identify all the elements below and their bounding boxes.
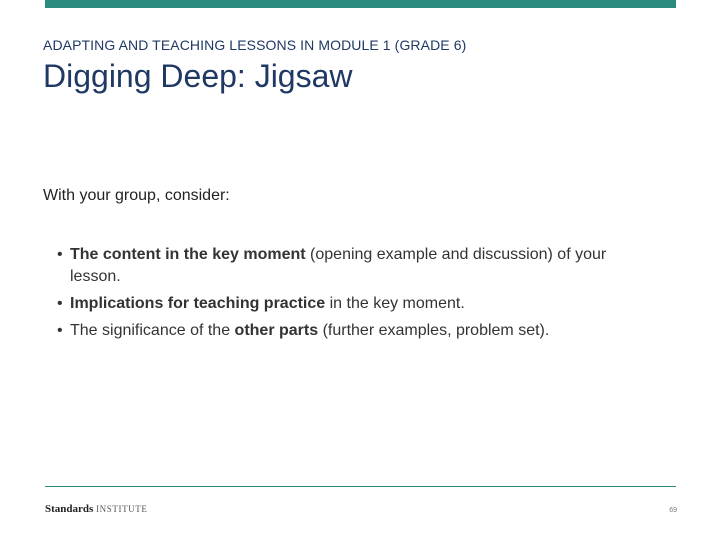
page-number: 69 [669,507,677,514]
bullet-dot-icon: • [57,246,63,263]
bullet-list [57,244,657,347]
standards-institute-logo [45,503,147,515]
bullet-bold-text: other parts [234,322,319,339]
footer-divider [45,486,676,487]
slide-supertitle: ADAPTING AND TEACHING LESSONS IN MODULE 1 (GRADE 6) [43,37,467,53]
bullet-item [57,320,657,342]
logo-strong-text: Standards [45,503,94,515]
prompt-text: With your group, consider: [43,187,230,204]
bullet-item [57,244,657,288]
logo-light-text: INSTITUTE [96,504,148,514]
top-accent-bar [45,0,676,8]
bullet-item [57,293,657,315]
bullet-text: (opening example and discussion) of your lesson. [70,246,607,285]
bullet-dot-icon: • [57,295,63,312]
slide-title: Digging Deep: Jigsaw [43,58,353,94]
bullet-text: in the key moment. [325,295,465,312]
bullet-bold-text: The content in the key moment [70,246,306,263]
bullet-prefix-text: The significance of the [70,322,235,339]
bullet-bold-text: Implications for teaching practice [70,295,326,312]
bullet-dot-icon: • [57,322,63,339]
bullet-text: (further examples, problem set). [318,322,550,339]
